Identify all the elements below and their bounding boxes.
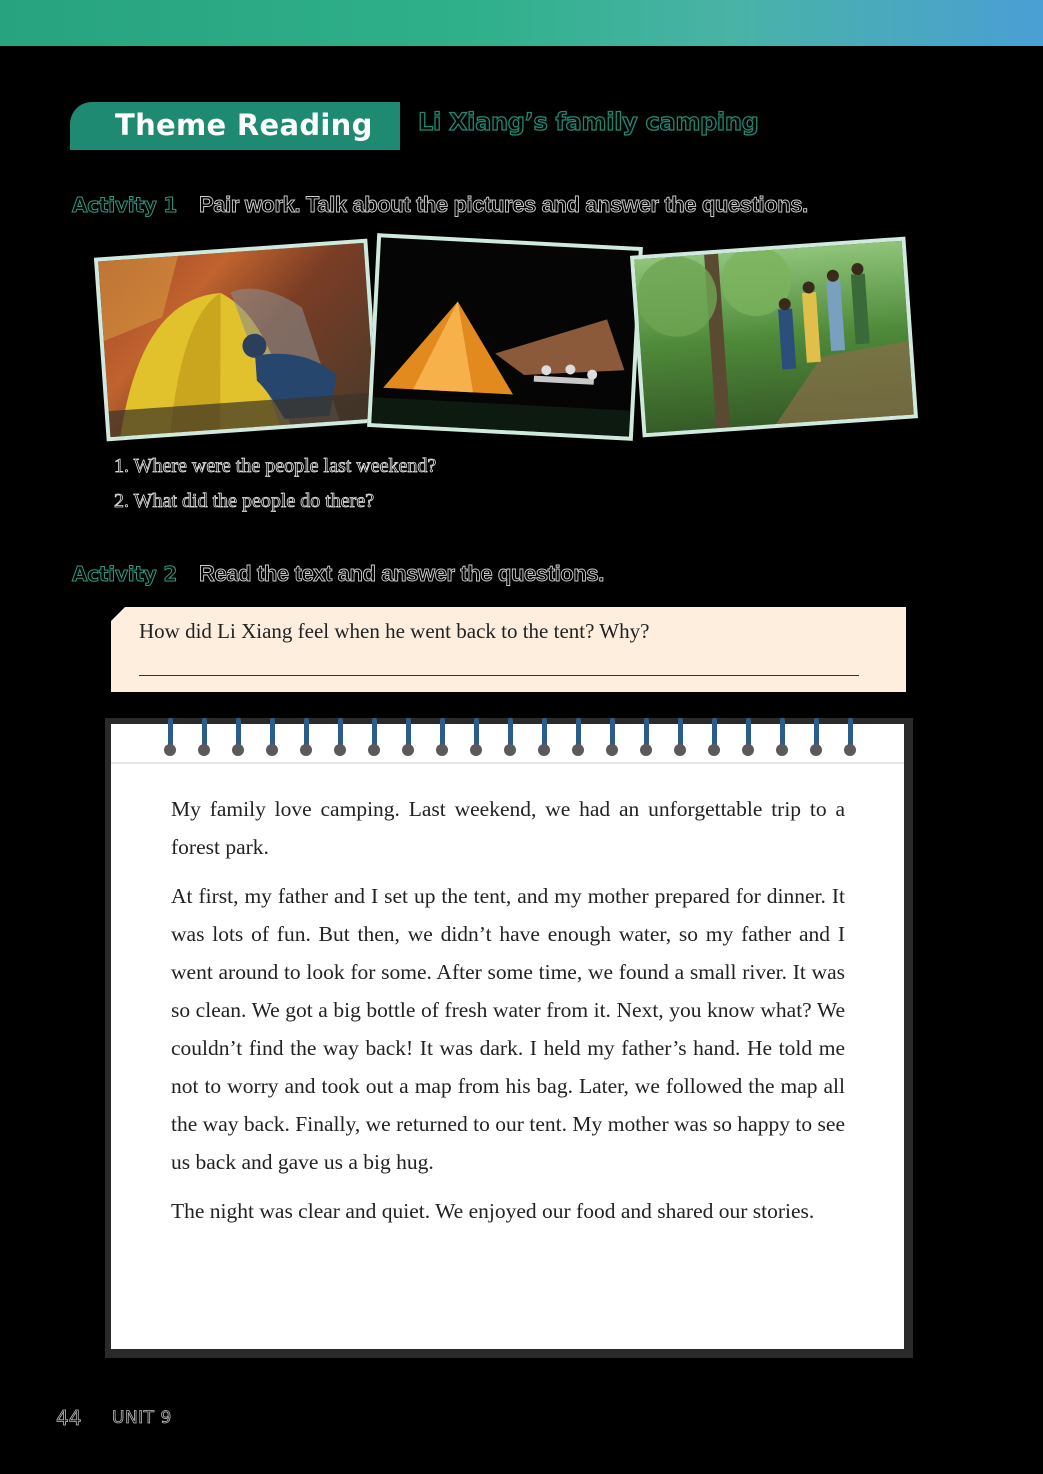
spiral-ring [472, 718, 480, 750]
story-paragraph-1: My family love camping. Last weekend, we had an unforgettable trip to a forest park. [171, 797, 845, 859]
top-banner [0, 0, 1043, 46]
hiking-photo [630, 237, 918, 438]
activity-1-question-2: 2. What did the people do there? [114, 490, 375, 512]
spiral-ring [234, 718, 242, 750]
spiral-ring [404, 718, 412, 750]
activity-2-instruction: Read the text and answer the questions. [199, 561, 604, 586]
tent-setup-photo [94, 239, 380, 442]
spiral-ring [608, 718, 616, 750]
spiral-ring [812, 718, 820, 750]
spiral-ring [438, 718, 446, 750]
spiral-ring [642, 718, 650, 750]
spiral-ring [336, 718, 344, 750]
tent-setup-illustration [98, 243, 376, 437]
answer-line[interactable] [139, 675, 859, 676]
activity-1-label: Activity 1 [72, 193, 178, 217]
story-text [171, 790, 845, 1241]
theme-reading-label: Theme Reading [115, 108, 373, 142]
theme-reading-tab [70, 102, 400, 150]
activity-1-instruction: Pair work. Talk about the pictures and answer the questions. [199, 192, 808, 217]
spiral-ring [778, 718, 786, 750]
spiral-ring [268, 718, 276, 750]
spiral-ring [710, 718, 718, 750]
activity-2-label: Activity 2 [72, 562, 178, 586]
notebook-spiral [166, 718, 856, 760]
activity-2-question: How did Li Xiang feel when he went back to the tent? Why? [139, 619, 650, 643]
theme-title: Li Xiang’s family camping [418, 108, 759, 136]
spiral-ring [370, 718, 378, 750]
spiral-ring [540, 718, 548, 750]
spiral-ring [166, 718, 174, 750]
spiral-ring [506, 718, 514, 750]
story-paragraph-2: At first, my father and I set up the tent, and my mother prepared for dinner. It was lots of fun. But then, we didn’t have enough water, so my father and I went around to look for some. After some time, we found a small river. It was so clean. We got a big bottle of fresh water from it. Next, you know what? We couldn’t find the way back! It was dark. I held my father’s hand. He told me not to worry and took out a map from his bag. Later, we followed the map all the way back. Finally, we returned to our tent. My mother was so happy to see us back and gave us a big hug. [171, 884, 845, 1174]
hiking-illustration [634, 241, 913, 433]
unit-label: UNIT 9 [112, 1408, 172, 1428]
night-tent-photo [367, 233, 643, 441]
activity-2-question-box [111, 607, 906, 692]
spiral-ring [676, 718, 684, 750]
night-tent-illustration [371, 237, 638, 436]
spiral-ring [302, 718, 310, 750]
activity-1-question-1: 1. Where were the people last weekend? [114, 455, 437, 477]
spiral-ring [744, 718, 752, 750]
spiral-ring [574, 718, 582, 750]
notebook-header-line [111, 762, 904, 764]
page-number: 44 [56, 1406, 82, 1430]
spiral-ring [846, 718, 854, 750]
story-paragraph-3: The night was clear and quiet. We enjoyed our food and shared our stories. [171, 1199, 815, 1223]
spiral-ring [200, 718, 208, 750]
